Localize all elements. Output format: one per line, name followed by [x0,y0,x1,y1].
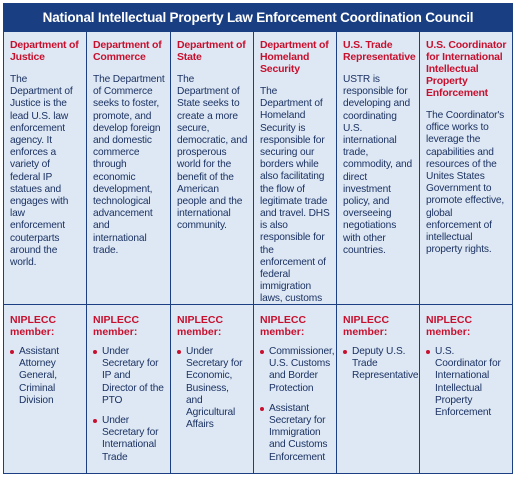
department-description: The Department of Justice is the lead U.S. law enforcement agency. It enforces a variety of federal IP statues and engages with law enforcement couterparts around the world. [10,74,73,269]
department-cell [337,32,420,305]
department-cell [4,32,87,305]
bullet-icon [343,350,347,354]
member-text: Under Secretary for Economic, Business, and Agricultural Affairs [186,346,243,431]
member-list [260,346,335,464]
department-name: Department of Justice [10,39,79,63]
table-title: National Intellectual Property Law Enforcement Coordination Council [4,4,512,32]
department-cell [171,32,254,305]
department-name: Department of Homeland Security [260,39,329,75]
department-grid [4,32,512,473]
member-heading: NIPLECC member: [10,314,57,338]
member-heading: NIPLECC member: [426,314,473,338]
member-text: Under Secretary for International Trade [102,415,159,463]
member-cell [420,305,512,473]
council-table [3,3,513,474]
department-cell [87,32,171,305]
member-item [93,346,165,407]
member-text: Assistant Secretary for Immigration and Customs Enforcement [269,402,328,463]
department-name: U.S. Trade Representative [343,39,416,63]
member-heading: NIPLECC member: [93,314,140,338]
member-list [177,346,248,431]
bullet-icon [93,350,97,354]
member-heading: NIPLECC member: [177,314,224,338]
department-description: The Department of State seeks to create a more secure, democratic, and prosperous world for the benefit of the American people and the international community. [177,74,248,232]
bullet-icon [10,350,14,354]
department-description: The Department of Homeland Security is responsible for securing our borders while also facilitating the flow of legitimate trade and travel. DHS is also responsible for the enforcement of federal immigration laws, customs [260,86,330,305]
bullet-icon [260,407,264,411]
department-name: Department of Commerce [93,39,162,63]
member-heading: NIPLECC member: [260,314,307,338]
member-list [343,346,419,383]
bullet-icon [177,350,181,354]
member-item [260,346,335,395]
member-item [93,415,165,464]
bullet-icon [426,350,430,354]
member-list [426,346,507,419]
department-name: Department of State [177,39,246,63]
member-text: Assistant Attorney General, Criminal Division [19,346,59,406]
department-cell [254,32,337,305]
member-text: Commissioner, U.S. Customs and Border Protection [269,346,335,394]
member-heading: NIPLECC member: [343,314,390,338]
member-item [260,403,331,464]
member-cell [87,305,171,473]
member-cell [254,305,337,473]
member-cell [4,305,87,473]
member-item [426,346,507,419]
member-text: Under Secretary for IP and Director of the PTO [102,346,164,406]
member-text: U.S. Coordinator for International Intellectual Property Enforcement [435,346,501,419]
department-name: U.S. Coordinator for International Intellectual Property Enforcement [426,39,507,99]
department-description: The Department of Commerce seeks to foster, promote, and develop foreign and domestic commerce through economic development, technological advancement and international trade. [93,74,165,256]
department-cell [420,32,512,305]
member-item [10,346,81,407]
member-item [177,346,248,431]
bullet-icon [260,350,264,354]
department-description: The Coordinator's office works to leverage the capabilities and resources of the Unites States Government to promote effective, global enforcement of intellectual property rights. [426,110,505,256]
member-item [343,346,419,383]
member-list [93,346,165,464]
member-cell [171,305,254,473]
member-cell [337,305,420,473]
department-description: USTR is responsible for developing and coordinating U.S. international trade, commodity, and direct investment policy, and overseeing negotiations with other countries. [343,74,413,256]
member-text: Deputy U.S. Trade Representative [352,346,419,382]
bullet-icon [93,419,97,423]
member-list [10,346,81,407]
